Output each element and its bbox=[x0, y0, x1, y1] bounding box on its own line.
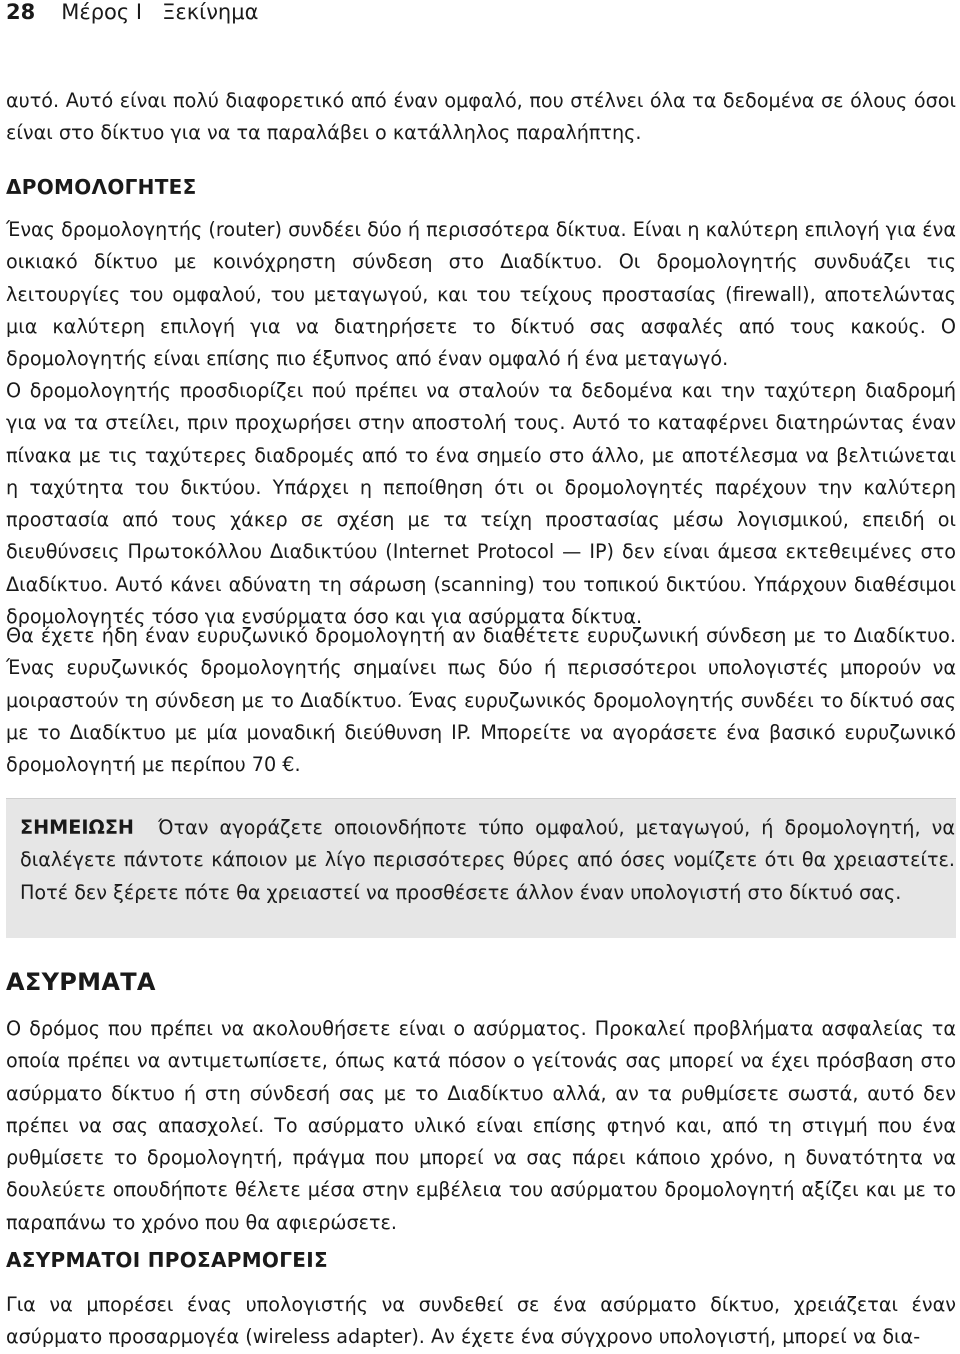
paragraph-router-routing: Ο δρομολογητής προσδιορίζει πού πρέπει να σταλούν τα δεδομένα και την ταχύτερη διαδρομή για να τα στείλει, πριν προχωρήσει στην αποστολή τους. Αυτό το καταφέρνει διατηρώντας έναν πίνακα με τις ταχύτερες διαδρομές από το ένα σημείο στο άλλο, με αποτέλεσμα να βελτιώνεται η ταχύτητα του δικτύου. Υπάρχει η πεποίθηση ότι οι δρομολογητές παρέχουν την καλύτερη προστασία από τους χάκερ σε σχέση με τα τείχη προστασίας μέσω λογισμικού, επειδή οι διευθύνσεις Πρωτοκόλλου Διαδικτύου (Internet Protocol — IP) δεν είναι άμεσα εκτεθειμένες στο Διαδίκτυο. Αυτό κάνει αδύνατη τη σάρωση (scanning) του τοπικού δικτύου. Υπάρχουν διαθέσιμοι δρομολογητές τόσο για ενσύρματα όσο και για ασύρματα δίκτυα. bbox=[6, 379, 956, 629]
heading-wireless-adapters: ΑΣΥΡΜΑΤΟΙ ΠΡΟΣΑΡΜΟΓΕΙΣ bbox=[6, 1248, 328, 1272]
heading-wireless: ΑΣΥΡΜΑΤΑ bbox=[6, 968, 156, 996]
paragraph-router-intro: Ένας δρομολογητής (router) συνδέει δύο ή περισσότερα δίκτυα. Είναι η καλύτερη επιλογή για ένα οικιακό δίκτυο με κοινόχρηστη σύνδεση στο Διαδίκτυο. Οι δρομολογητής συνδυάζει τις λειτουργίες του ομφαλού, του μεταγωγού, και του τείχους προστασίας (firewall), αποτελώντας μια καλύτερη επιλογή για να διατηρήσετε το δίκτυό σας ασφαλές από τους κακούς. Ο δρομολογητής είναι επίσης πιο έξυπνος από έναν ομφαλό ή ένα μεταγωγό. bbox=[6, 218, 956, 371]
paragraph-wireless: Ο δρόμος που πρέπει να ακολουθήσετε είναι ο ασύρματος. Προκαλεί προβλήματα ασφαλείας τα οποία πρέπει να αντιμετωπίσετε, όπως κατά πόσον ο γείτονάς σας μπορεί να έχει πρόσβαση στο ασύρματο δίκτυο ή στη σύνδεσή σας με το Διαδίκτυο αλλά, αν τα ρυθμίσετε σωστά, αυτό δεν πρέπει να σας απασχολεί. Το ασύρματο υλικό είναι επίσης φτηνό και, από τη στιγμή που ένα ρυθμίσετε το δρομολογητή, πράγμα που μπορεί να σας πάρει κάποιο χρόνο, η δυνατότητα να δουλεύετε οπουδήποτε θέλετε μέσα στην εμβέλεια του ασύρματου δρομολογητή αξίζει και με το παραπάνω το χρόνο που θα αφιερώσετε. bbox=[6, 1017, 956, 1234]
page-number: 28 bbox=[6, 0, 36, 24]
page-header bbox=[6, 0, 956, 28]
note-label: ΣΗΜΕΙΩΣΗ bbox=[20, 816, 134, 839]
note-content bbox=[20, 812, 955, 909]
running-head: Μέρος I Ξεκίνημα bbox=[61, 0, 259, 24]
note-text: Όταν αγοράζετε οποιονδήποτε τύπο ομφαλού, μεταγωγού, ή δρομολογητή, να διαλέγετε πάντοτε κάποιον με λίγο περισσότερες θύρες από όσες νομίζετε ότι θα χρειαστείτε. Ποτέ δεν ξέρετε πότε θα χρειαστεί να προσθέσετε άλλον έναν υπολογιστή στο δίκτυό σας. bbox=[20, 816, 955, 904]
paragraph-wireless-adapters: Για να μπορέσει ένας υπολογιστής να συνδεθεί σε ένα ασύρματο δίκτυο, χρειάζεται έναν ασύρματο προσαρμογέα (wireless adapter). Αν έχετε ένα σύγχρονο υπολογιστή, μπορεί να δια- bbox=[6, 1293, 956, 1349]
heading-routers: ΔΡΟΜΟΛΟΓΗΤΕΣ bbox=[6, 175, 197, 199]
paragraph-hub-ending: αυτό. Αυτό είναι πολύ διαφορετικό από έναν ομφαλό, που στέλνει όλα τα δεδομένα σε όλους όσοι είναι στο δίκτυο για να τα παραλάβει ο κατάλληλος παραλήπτης. bbox=[6, 89, 956, 145]
note-box bbox=[6, 798, 956, 938]
paragraph-broadband-router: Θα έχετε ήδη έναν ευρυζωνικό δρομολογητή αν διαθέτετε ευρυζωνική σύνδεση με το Διαδίκτυο. Ένας ευρυζωνικός δρομολογητής σημαίνει πως δύο ή περισσότεροι υπολογιστές μπορούν να μοιραστούν τη σύνδεση με το Διαδίκτυο. Ένας ευρυζωνικός δρομολογητής συνδέει το δίκτυό σας με το Διαδίκτυο με μία μοναδική διεύθυνση IP. Μπορείτε να αγοράσετε ένα βασικό ευρυζωνικό δρομολογητή με περίπου 70 €. bbox=[6, 624, 956, 777]
